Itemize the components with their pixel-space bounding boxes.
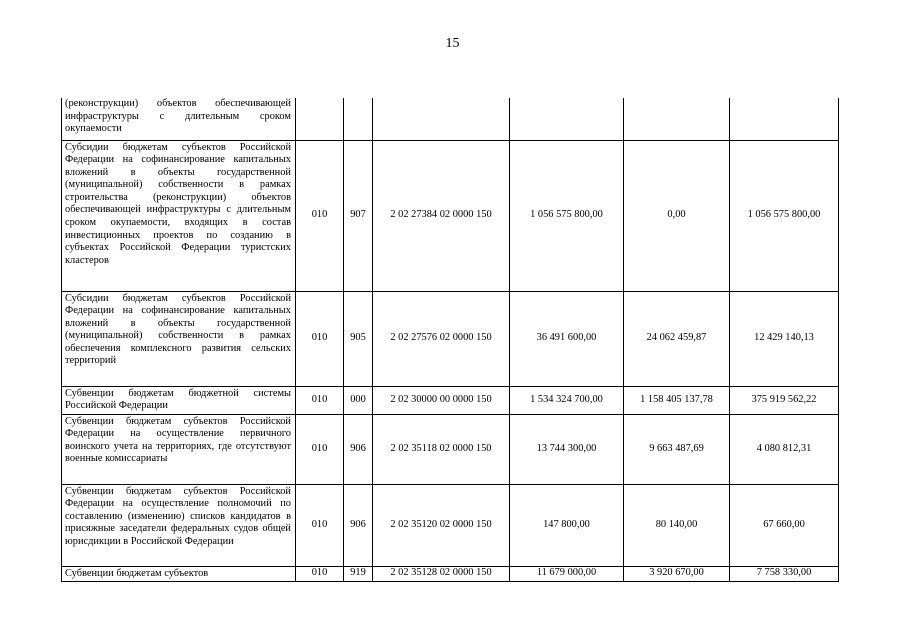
row-description: Субвенции бюджетам субъектов Российской Федерации на осуществление полномочий по составлению (изменению) списков кандидатов в присяжные заседатели федеральных судов общей юрисдикции в Российской Федерации bbox=[62, 484, 296, 566]
approved-amount-cell: 1 534 324 700,00 bbox=[510, 386, 624, 414]
admin-code-cell: 906 bbox=[344, 414, 373, 484]
row-description: (реконструкции) объектов обеспечивающей инфраструктуры с длительным сроком окупаемости bbox=[62, 98, 296, 140]
approved-amount-cell: 13 744 300,00 bbox=[510, 414, 624, 484]
section-code-cell: 010 bbox=[296, 386, 344, 414]
table-row bbox=[62, 414, 839, 484]
table-row bbox=[62, 140, 839, 291]
remainder-amount-cell: 7 758 330,00 bbox=[730, 566, 839, 581]
budget-table bbox=[61, 98, 839, 582]
approved-amount-cell: 11 679 000,00 bbox=[510, 566, 624, 581]
admin-code-cell: 907 bbox=[344, 140, 373, 291]
executed-amount-cell: 1 158 405 137,78 bbox=[624, 386, 730, 414]
remainder-amount-cell: 1 056 575 800,00 bbox=[730, 140, 839, 291]
section-code-cell bbox=[296, 98, 344, 140]
row-description: Субвенции бюджетам бюджетной системы Российской Федерации bbox=[62, 386, 296, 414]
classification-code-cell bbox=[373, 98, 510, 140]
section-code-cell: 010 bbox=[296, 566, 344, 581]
row-description: Субвенции бюджетам субъектов Российской Федерации на осуществление первичного воинского учета на территориях, где отсутствуют военные комиссариаты bbox=[62, 414, 296, 484]
classification-code-cell: 2 02 27576 02 0000 150 bbox=[373, 291, 510, 386]
executed-amount-cell: 24 062 459,87 bbox=[624, 291, 730, 386]
admin-code-cell: 905 bbox=[344, 291, 373, 386]
executed-amount-cell: 9 663 487,69 bbox=[624, 414, 730, 484]
executed-amount-cell bbox=[624, 98, 730, 140]
admin-code-cell: 000 bbox=[344, 386, 373, 414]
table-row bbox=[62, 484, 839, 566]
admin-code-cell: 919 bbox=[344, 566, 373, 581]
classification-code-cell: 2 02 35128 02 0000 150 bbox=[373, 566, 510, 581]
executed-amount-cell: 80 140,00 bbox=[624, 484, 730, 566]
table-row bbox=[62, 386, 839, 414]
remainder-amount-cell: 4 080 812,31 bbox=[730, 414, 839, 484]
remainder-amount-cell: 12 429 140,13 bbox=[730, 291, 839, 386]
executed-amount-cell: 0,00 bbox=[624, 140, 730, 291]
section-code-cell: 010 bbox=[296, 484, 344, 566]
section-code-cell: 010 bbox=[296, 291, 344, 386]
admin-code-cell: 906 bbox=[344, 484, 373, 566]
approved-amount-cell: 1 056 575 800,00 bbox=[510, 140, 624, 291]
approved-amount-cell bbox=[510, 98, 624, 140]
table-row bbox=[62, 566, 839, 581]
approved-amount-cell: 147 800,00 bbox=[510, 484, 624, 566]
page-number: 15 bbox=[445, 36, 460, 51]
admin-code-cell bbox=[344, 98, 373, 140]
row-description: Субвенции бюджетам субъектов bbox=[62, 566, 296, 581]
classification-code-cell: 2 02 35120 02 0000 150 bbox=[373, 484, 510, 566]
row-description: Субсидии бюджетам субъектов Российской Федерации на софинансирование капитальных вложений в объекты государственной (муниципальной) собственности в рамках обеспечения комплексного развития сельских территорий bbox=[62, 291, 296, 386]
row-description: Субсидии бюджетам субъектов Российской Федерации на софинансирование капитальных вложений в объекты государственной (муниципальной) собственности в рамках строительства (реконструкции) объектов обеспечивающей инфраструктуры с длительным сроком окупаемости, входящих в состав инвестиционных проектов по созданию в субъектах Российской Федерации туристских кластеров bbox=[62, 140, 296, 291]
section-code-cell: 010 bbox=[296, 414, 344, 484]
remainder-amount-cell: 67 660,00 bbox=[730, 484, 839, 566]
table-row bbox=[62, 98, 839, 140]
approved-amount-cell: 36 491 600,00 bbox=[510, 291, 624, 386]
remainder-amount-cell bbox=[730, 98, 839, 140]
section-code-cell: 010 bbox=[296, 140, 344, 291]
classification-code-cell: 2 02 27384 02 0000 150 bbox=[373, 140, 510, 291]
classification-code-cell: 2 02 30000 00 0000 150 bbox=[373, 386, 510, 414]
remainder-amount-cell: 375 919 562,22 bbox=[730, 386, 839, 414]
table-row bbox=[62, 291, 839, 386]
classification-code-cell: 2 02 35118 02 0000 150 bbox=[373, 414, 510, 484]
executed-amount-cell: 3 920 670,00 bbox=[624, 566, 730, 581]
